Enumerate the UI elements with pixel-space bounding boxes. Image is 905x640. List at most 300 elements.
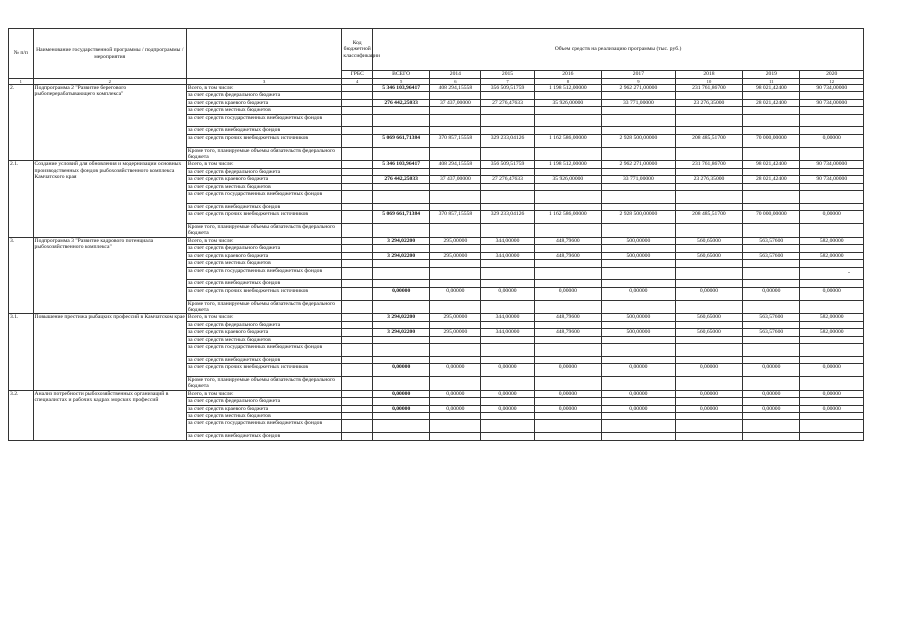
year-amount bbox=[534, 376, 601, 390]
year-amount: 0,00000 bbox=[430, 405, 481, 412]
funding-source: за счет средств государственных внебюджетных фондов bbox=[186, 191, 341, 204]
grbs-cell bbox=[342, 168, 373, 175]
year-amount bbox=[675, 343, 742, 356]
grbs-cell bbox=[342, 114, 373, 127]
total-amount bbox=[373, 300, 430, 314]
year-amount: 2 962 271,00000 bbox=[602, 161, 676, 168]
grbs-cell bbox=[342, 252, 373, 259]
year-amount bbox=[534, 114, 601, 127]
year-amount bbox=[602, 92, 676, 99]
grbs-cell bbox=[342, 336, 373, 343]
year-amount: 0,00000 bbox=[800, 134, 864, 147]
year-amount bbox=[800, 183, 864, 190]
year-amount: 208 485,51700 bbox=[675, 134, 742, 147]
year-amount bbox=[430, 147, 481, 161]
column-number: 1 bbox=[9, 79, 34, 85]
year-amount bbox=[481, 280, 534, 287]
year-amount: 35 926,00000 bbox=[534, 176, 601, 183]
year-amount: 0,00000 bbox=[675, 390, 742, 397]
total-amount: 0,00000 bbox=[373, 287, 430, 300]
program-name: Анализ потребности рыбохозяйственных организаций в специалистах и рабочих кадрах морских профессий bbox=[33, 390, 186, 440]
year-amount: 344,00000 bbox=[481, 237, 534, 244]
year-amount bbox=[602, 147, 676, 161]
year-amount bbox=[675, 376, 742, 390]
grbs-cell bbox=[342, 245, 373, 252]
funding-source: Кроме того, планируемые объемы обязательств федерального бюджета bbox=[186, 376, 341, 390]
year-amount bbox=[675, 114, 742, 127]
year-amount bbox=[800, 412, 864, 419]
funding-source: Всего, в том числе: bbox=[186, 237, 341, 244]
year-amount: 98 021,42400 bbox=[743, 85, 800, 92]
column-number: 3 bbox=[186, 79, 341, 85]
year-amount: 90 734,00000 bbox=[800, 99, 864, 106]
year-amount bbox=[481, 92, 534, 99]
year-amount: 582,00000 bbox=[800, 329, 864, 336]
grbs-cell bbox=[342, 127, 373, 134]
table-row bbox=[9, 390, 864, 397]
year-amount bbox=[430, 191, 481, 204]
total-amount bbox=[373, 356, 430, 363]
year-amount bbox=[430, 107, 481, 114]
year-amount bbox=[481, 183, 534, 190]
program-name: Подпрограмма 3 "Развитие кадрового потенциала рыбохозяйственного комплекса" bbox=[33, 237, 186, 313]
year-amount bbox=[534, 398, 601, 405]
total-amount bbox=[373, 203, 430, 210]
year-amount bbox=[800, 107, 864, 114]
year-amount: 408 294,15558 bbox=[430, 85, 481, 92]
year-amount: 208 485,51700 bbox=[675, 211, 742, 224]
funding-source: за счет средств прочих внебюджетных источников bbox=[186, 134, 341, 147]
year-amount bbox=[481, 412, 534, 419]
year-amount: 408 294,15558 bbox=[430, 161, 481, 168]
year-amount bbox=[800, 280, 864, 287]
year-amount bbox=[743, 224, 800, 238]
year-amount bbox=[481, 191, 534, 204]
year-amount: 0,00000 bbox=[534, 364, 601, 377]
year-amount: 0,00000 bbox=[481, 287, 534, 300]
year-amount bbox=[602, 433, 676, 440]
year-amount: 70 000,00000 bbox=[743, 211, 800, 224]
grbs-cell bbox=[342, 390, 373, 397]
year-amount bbox=[675, 245, 742, 252]
total-amount: 3 294,02200 bbox=[373, 314, 430, 321]
year-amount bbox=[675, 356, 742, 363]
total-amount: 3 294,02200 bbox=[373, 329, 430, 336]
grbs-cell bbox=[342, 237, 373, 244]
total-amount bbox=[373, 376, 430, 390]
year-amount bbox=[430, 321, 481, 328]
year-amount: 448,79600 bbox=[534, 314, 601, 321]
year-amount bbox=[534, 420, 601, 433]
year-amount bbox=[675, 168, 742, 175]
grbs-cell bbox=[342, 356, 373, 363]
grbs-cell bbox=[342, 300, 373, 314]
year-amount bbox=[534, 336, 601, 343]
year-amount bbox=[534, 224, 601, 238]
grbs-cell bbox=[342, 376, 373, 390]
column-number: 10 bbox=[675, 79, 742, 85]
header-row bbox=[9, 29, 864, 71]
year-amount: 560,65000 bbox=[675, 329, 742, 336]
table-row bbox=[9, 161, 864, 168]
year-amount bbox=[743, 191, 800, 204]
year-amount bbox=[534, 168, 601, 175]
year-amount bbox=[675, 260, 742, 267]
year-amount: 0,00000 bbox=[800, 390, 864, 397]
year-amount bbox=[430, 127, 481, 134]
funding-source: Всего, в том числе: bbox=[186, 314, 341, 321]
column-number: 6 bbox=[430, 79, 481, 85]
year-amount bbox=[430, 376, 481, 390]
total-amount bbox=[373, 260, 430, 267]
funding-source: за счет средств краевого бюджета bbox=[186, 252, 341, 259]
year-amount: 35 926,00000 bbox=[534, 99, 601, 106]
year-amount bbox=[602, 168, 676, 175]
header-name: Наименование государственной программы / подпрограммы / мероприятия bbox=[33, 29, 186, 79]
year-amount bbox=[743, 420, 800, 433]
year-amount bbox=[675, 92, 742, 99]
total-amount bbox=[373, 321, 430, 328]
year-amount: 0,00000 bbox=[534, 390, 601, 397]
year-amount: 0,00000 bbox=[675, 364, 742, 377]
year-amount bbox=[481, 168, 534, 175]
table-row bbox=[9, 85, 864, 92]
total-amount bbox=[373, 412, 430, 419]
year-amount: 2 928 500,00000 bbox=[602, 211, 676, 224]
year-amount bbox=[481, 433, 534, 440]
funding-source: за счет средств местных бюджетов bbox=[186, 336, 341, 343]
row-index: 3.2. bbox=[9, 390, 34, 440]
year-amount: 1 198 512,00000 bbox=[534, 85, 601, 92]
grbs-cell bbox=[342, 191, 373, 204]
year-amount bbox=[534, 412, 601, 419]
year-amount bbox=[430, 92, 481, 99]
year-amount bbox=[675, 127, 742, 134]
year-amount: 563,57600 bbox=[743, 252, 800, 259]
year-amount: 0,00000 bbox=[743, 287, 800, 300]
year-amount bbox=[602, 300, 676, 314]
year-amount bbox=[534, 191, 601, 204]
funding-source: за счет средств государственных внебюджетных фондов bbox=[186, 114, 341, 127]
year-amount: 90 734,00000 bbox=[800, 161, 864, 168]
grbs-cell bbox=[342, 267, 373, 280]
program-name: Повышение престижа рыбацких профессий в Камчатском крае bbox=[33, 314, 186, 390]
year-amount: 0,00000 bbox=[800, 405, 864, 412]
total-amount: 5 069 661,71384 bbox=[373, 134, 430, 147]
total-amount bbox=[373, 92, 430, 99]
year-amount: 0,00000 bbox=[534, 405, 601, 412]
year-amount bbox=[743, 300, 800, 314]
grbs-cell bbox=[342, 107, 373, 114]
year-amount bbox=[534, 433, 601, 440]
year-amount bbox=[481, 245, 534, 252]
year-amount: 0,00000 bbox=[675, 287, 742, 300]
header-source bbox=[186, 29, 341, 79]
year-amount bbox=[534, 321, 601, 328]
grbs-cell bbox=[342, 343, 373, 356]
year-amount: 0,00000 bbox=[800, 211, 864, 224]
year-amount: 448,79600 bbox=[534, 329, 601, 336]
row-index: 2. bbox=[9, 85, 34, 161]
year-amount: 582,00000 bbox=[800, 314, 864, 321]
year-amount bbox=[743, 260, 800, 267]
year-amount: 0,00000 bbox=[481, 390, 534, 397]
funding-source: за счет средств краевого бюджета bbox=[186, 329, 341, 336]
year-amount: 563,57600 bbox=[743, 329, 800, 336]
year-amount bbox=[534, 127, 601, 134]
header-year: 2018 bbox=[675, 71, 742, 79]
total-amount bbox=[373, 336, 430, 343]
year-amount bbox=[534, 245, 601, 252]
year-amount bbox=[602, 191, 676, 204]
year-amount bbox=[430, 224, 481, 238]
year-amount bbox=[602, 267, 676, 280]
funding-source: за счет средств государственных внебюджетных фондов bbox=[186, 267, 341, 280]
year-amount bbox=[602, 280, 676, 287]
year-amount: 0,00000 bbox=[602, 405, 676, 412]
year-amount bbox=[743, 114, 800, 127]
year-amount bbox=[602, 420, 676, 433]
year-amount: 563,57600 bbox=[743, 237, 800, 244]
year-amount: 560,65000 bbox=[675, 314, 742, 321]
grbs-cell bbox=[342, 134, 373, 147]
grbs-cell bbox=[342, 314, 373, 321]
year-amount bbox=[675, 203, 742, 210]
year-amount bbox=[743, 107, 800, 114]
year-amount bbox=[481, 107, 534, 114]
year-amount bbox=[800, 356, 864, 363]
funding-source: за счет средств местных бюджетов bbox=[186, 260, 341, 267]
year-amount bbox=[602, 245, 676, 252]
year-amount: 500,00000 bbox=[602, 314, 676, 321]
year-amount bbox=[800, 191, 864, 204]
year-amount bbox=[675, 280, 742, 287]
year-amount: 500,00000 bbox=[602, 252, 676, 259]
total-amount bbox=[373, 280, 430, 287]
year-amount: 0,00000 bbox=[430, 390, 481, 397]
year-amount bbox=[602, 343, 676, 356]
year-amount bbox=[602, 114, 676, 127]
year-amount bbox=[534, 300, 601, 314]
year-amount bbox=[534, 260, 601, 267]
header-no: № п/п bbox=[9, 29, 34, 79]
year-amount bbox=[481, 224, 534, 238]
total-amount bbox=[373, 398, 430, 405]
year-amount bbox=[800, 92, 864, 99]
year-amount: 448,79600 bbox=[534, 237, 601, 244]
year-amount bbox=[675, 336, 742, 343]
total-amount bbox=[373, 343, 430, 356]
grbs-cell bbox=[342, 203, 373, 210]
year-amount: 295,00000 bbox=[430, 237, 481, 244]
year-amount: 500,00000 bbox=[602, 329, 676, 336]
grbs-cell bbox=[342, 420, 373, 433]
total-amount bbox=[373, 224, 430, 238]
total-amount bbox=[373, 183, 430, 190]
year-amount: 344,00000 bbox=[481, 314, 534, 321]
year-amount: 500,00000 bbox=[602, 237, 676, 244]
year-amount: 2 962 271,00000 bbox=[602, 85, 676, 92]
total-amount: 276 442,25033 bbox=[373, 176, 430, 183]
total-amount: 0,00000 bbox=[373, 390, 430, 397]
year-amount bbox=[743, 376, 800, 390]
year-amount bbox=[800, 420, 864, 433]
year-amount bbox=[534, 92, 601, 99]
funding-source: Кроме того, планируемые объемы обязательств федерального бюджета bbox=[186, 224, 341, 238]
total-amount: 5 069 661,71384 bbox=[373, 211, 430, 224]
funding-source: Кроме того, планируемые объемы обязательств федерального бюджета bbox=[186, 147, 341, 161]
total-amount bbox=[373, 267, 430, 280]
year-amount: 295,00000 bbox=[430, 314, 481, 321]
year-amount bbox=[602, 376, 676, 390]
header-year: 2019 bbox=[743, 71, 800, 79]
year-amount: 28 021,42400 bbox=[743, 176, 800, 183]
program-funding-table bbox=[8, 28, 864, 441]
column-number: 2 bbox=[33, 79, 186, 85]
grbs-cell bbox=[342, 405, 373, 412]
funding-source: за счет средств краевого бюджета bbox=[186, 176, 341, 183]
year-amount bbox=[430, 300, 481, 314]
year-amount: 329 233,04126 bbox=[481, 134, 534, 147]
column-number: 7 bbox=[481, 79, 534, 85]
year-amount bbox=[534, 267, 601, 280]
year-amount bbox=[800, 147, 864, 161]
header-year: 2016 bbox=[534, 71, 601, 79]
column-number: 12 bbox=[800, 79, 864, 85]
year-amount: 28 021,42400 bbox=[743, 99, 800, 106]
year-amount: 37 437,00000 bbox=[430, 176, 481, 183]
grbs-cell bbox=[342, 260, 373, 267]
year-amount: 1 162 586,00000 bbox=[534, 211, 601, 224]
year-amount bbox=[743, 92, 800, 99]
year-amount bbox=[430, 280, 481, 287]
year-amount bbox=[481, 127, 534, 134]
funding-source: за счет средств прочих внебюджетных источников bbox=[186, 287, 341, 300]
year-amount bbox=[430, 356, 481, 363]
grbs-cell bbox=[342, 99, 373, 106]
grbs-cell bbox=[342, 287, 373, 300]
year-amount bbox=[743, 267, 800, 280]
year-amount bbox=[602, 356, 676, 363]
year-amount: 0,00000 bbox=[430, 364, 481, 377]
year-amount bbox=[481, 420, 534, 433]
year-amount bbox=[675, 412, 742, 419]
year-amount: 344,00000 bbox=[481, 329, 534, 336]
year-amount bbox=[800, 267, 864, 280]
year-amount bbox=[800, 127, 864, 134]
total-amount bbox=[373, 433, 430, 440]
year-amount: 231 761,86700 bbox=[675, 161, 742, 168]
grbs-cell bbox=[342, 147, 373, 161]
table-row bbox=[9, 237, 864, 244]
grbs-cell bbox=[342, 412, 373, 419]
header-code: Код бюджетной классификации bbox=[342, 29, 373, 71]
year-amount bbox=[534, 343, 601, 356]
year-amount bbox=[743, 343, 800, 356]
header-year: 2017 bbox=[602, 71, 676, 79]
year-amount bbox=[800, 300, 864, 314]
row-index: 3.1. bbox=[9, 314, 34, 390]
grbs-cell bbox=[342, 364, 373, 377]
year-amount bbox=[743, 433, 800, 440]
year-amount bbox=[481, 147, 534, 161]
year-amount bbox=[430, 245, 481, 252]
grbs-cell bbox=[342, 329, 373, 336]
year-amount: 231 761,86700 bbox=[675, 85, 742, 92]
year-amount bbox=[675, 398, 742, 405]
year-amount: 582,00000 bbox=[800, 252, 864, 259]
funding-source: за счет средств местных бюджетов bbox=[186, 183, 341, 190]
year-amount bbox=[800, 245, 864, 252]
year-amount: 27 276,47633 bbox=[481, 99, 534, 106]
year-amount bbox=[800, 398, 864, 405]
year-amount: 0,00000 bbox=[800, 364, 864, 377]
year-amount bbox=[430, 433, 481, 440]
year-amount bbox=[430, 260, 481, 267]
total-amount bbox=[373, 127, 430, 134]
column-number: 9 bbox=[602, 79, 676, 85]
year-amount bbox=[743, 336, 800, 343]
grbs-cell bbox=[342, 161, 373, 168]
funding-source: за счет средств внебюджетных фондов bbox=[186, 433, 341, 440]
year-amount bbox=[743, 127, 800, 134]
year-amount bbox=[534, 280, 601, 287]
year-amount bbox=[534, 147, 601, 161]
year-amount bbox=[481, 300, 534, 314]
year-amount bbox=[800, 376, 864, 390]
total-amount: 276 442,25033 bbox=[373, 99, 430, 106]
year-amount bbox=[481, 343, 534, 356]
year-amount bbox=[534, 183, 601, 190]
year-amount bbox=[430, 420, 481, 433]
grbs-cell bbox=[342, 321, 373, 328]
year-amount bbox=[800, 203, 864, 210]
year-amount bbox=[675, 267, 742, 280]
year-amount: 0,00000 bbox=[743, 364, 800, 377]
year-amount bbox=[481, 356, 534, 363]
funding-source: за счет средств федерального бюджета bbox=[186, 245, 341, 252]
year-amount bbox=[675, 321, 742, 328]
grbs-cell bbox=[342, 280, 373, 287]
year-amount bbox=[430, 412, 481, 419]
total-amount: 5 346 103,96417 bbox=[373, 161, 430, 168]
year-amount: 23 276,35000 bbox=[675, 99, 742, 106]
total-amount bbox=[373, 420, 430, 433]
year-amount bbox=[743, 203, 800, 210]
year-amount bbox=[743, 321, 800, 328]
row-index: 3. bbox=[9, 237, 34, 313]
year-amount bbox=[430, 114, 481, 127]
year-amount bbox=[430, 168, 481, 175]
year-amount bbox=[534, 203, 601, 210]
column-number: 11 bbox=[743, 79, 800, 85]
year-amount bbox=[602, 127, 676, 134]
year-amount bbox=[743, 147, 800, 161]
year-amount bbox=[602, 203, 676, 210]
year-amount: 0,00000 bbox=[481, 405, 534, 412]
year-amount bbox=[430, 203, 481, 210]
grbs-cell bbox=[342, 211, 373, 224]
year-amount bbox=[534, 356, 601, 363]
year-amount bbox=[743, 412, 800, 419]
year-amount bbox=[481, 114, 534, 127]
stray-mark: - bbox=[848, 270, 850, 276]
column-number: 5 bbox=[373, 79, 430, 85]
year-amount bbox=[800, 168, 864, 175]
year-amount: 23 276,35000 bbox=[675, 176, 742, 183]
year-amount: 0,00000 bbox=[602, 390, 676, 397]
column-number: 8 bbox=[534, 79, 601, 85]
